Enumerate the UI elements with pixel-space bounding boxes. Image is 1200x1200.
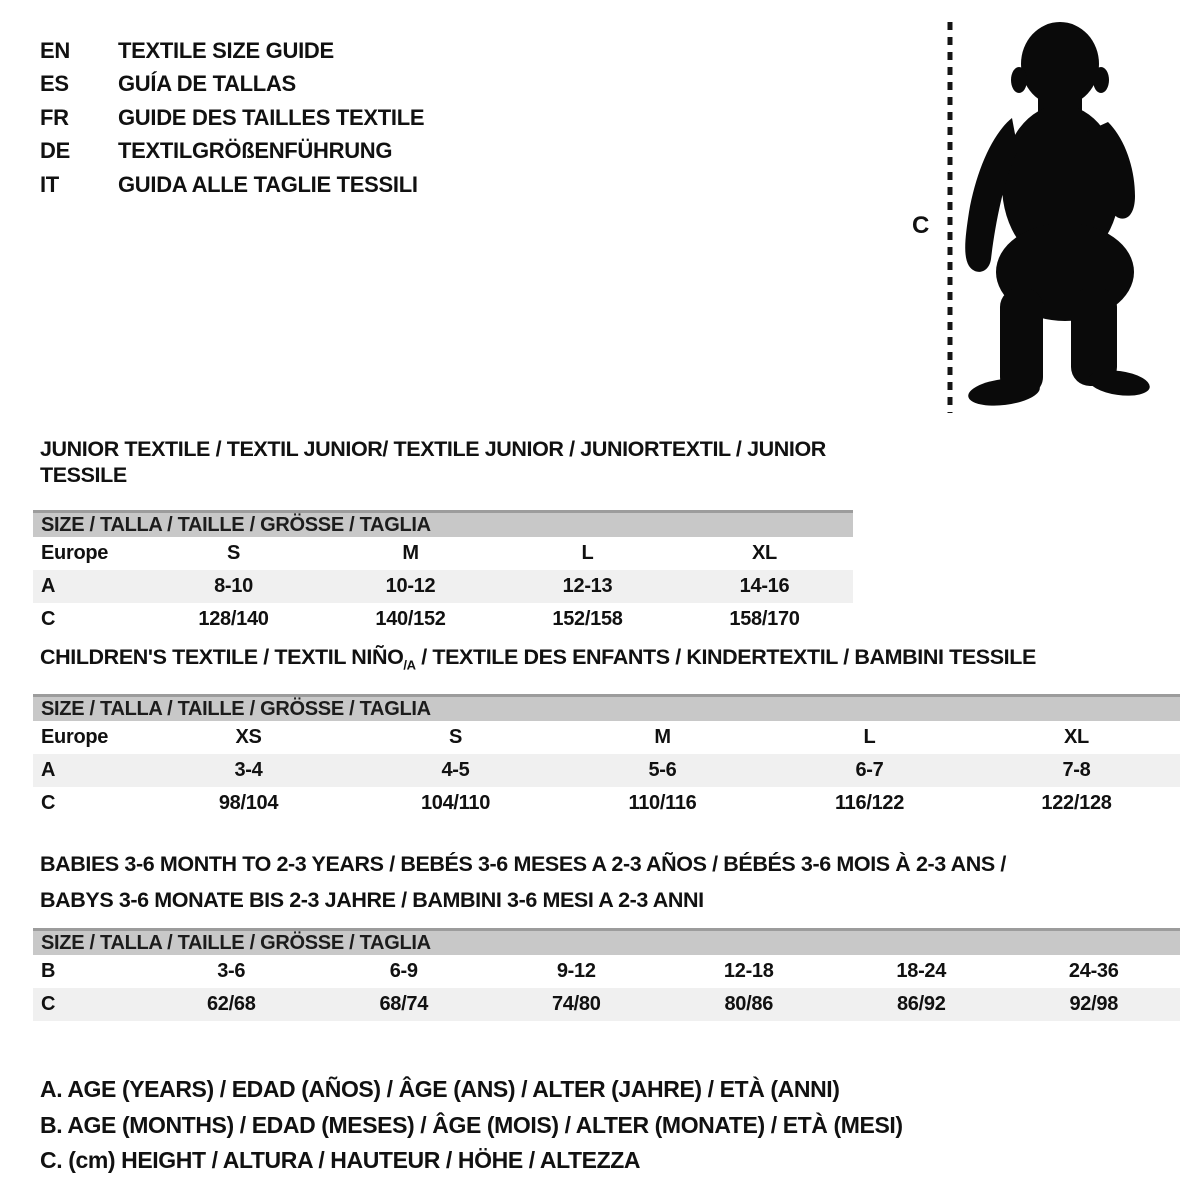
language-code: IT: [40, 171, 59, 197]
row-value: 8-10: [214, 575, 253, 597]
language-row: [40, 135, 424, 169]
row-value: 7-8: [1062, 759, 1091, 781]
row-value: 158/170: [729, 608, 800, 630]
section-title: [40, 846, 1180, 918]
language-code: DE: [40, 138, 70, 164]
height-measure-label: C: [912, 212, 930, 239]
language-title-block: [40, 34, 424, 202]
title-text: / TEXTILE DES ENFANTS / KINDERTEXTIL / BAMBINI TESSILE: [415, 645, 1036, 669]
section-title-line: [40, 846, 1180, 882]
row-label: C: [41, 608, 56, 630]
row-value: 74/80: [551, 993, 601, 1015]
row-value: 24-36: [1068, 960, 1119, 982]
language-title: TEXTILE SIZE GUIDE: [118, 37, 334, 63]
section-babies-textile: [33, 846, 1180, 1021]
size-table: [33, 955, 1180, 1021]
row-value: 80/86: [724, 993, 774, 1015]
row-value: 62/68: [206, 993, 256, 1015]
row-value: XS: [235, 726, 262, 748]
row-value: 98/104: [218, 792, 279, 814]
row-value: 140/152: [375, 608, 446, 630]
table-row-a: [33, 754, 1180, 787]
row-value: 68/74: [379, 993, 429, 1015]
language-title: GUÍA DE TALLAS: [118, 71, 296, 97]
language-title: GUIDE DES TAILLES TEXTILE: [118, 104, 425, 130]
measurement-legend: [40, 1072, 903, 1179]
language-row: [40, 168, 424, 202]
row-value: 4-5: [441, 759, 470, 781]
row-value: 110/116: [628, 792, 697, 814]
language-row: [40, 68, 424, 102]
row-value: 9-12: [556, 960, 596, 982]
size-header-bar: [33, 694, 1180, 721]
size-header-bar: [33, 928, 1180, 955]
row-value: 14-16: [739, 575, 790, 597]
section-title-line: [40, 644, 1180, 673]
row-value: M: [402, 542, 419, 564]
row-value: 12-18: [723, 960, 774, 982]
row-label: A: [41, 759, 56, 781]
row-label: A: [41, 575, 56, 597]
section-title: [40, 436, 853, 488]
section-title: [40, 644, 1180, 673]
title-text: BABYS 3-6 MONATE BIS 2-3 JAHRE / BAMBINI 3-6 MESI A 2-3 ANNI: [40, 888, 704, 912]
baby-height-figure: [900, 10, 1160, 420]
language-row: [40, 101, 424, 135]
language-code: ES: [40, 71, 69, 97]
title-text: CHILDREN'S TEXTILE / TEXTIL NIÑO: [40, 645, 404, 669]
row-label: C: [41, 792, 56, 814]
section-junior-textile: [33, 436, 853, 636]
row-value: 92/98: [1069, 993, 1119, 1015]
row-value: 128/140: [198, 608, 269, 630]
section-childrens-textile: [33, 644, 1180, 820]
row-value: 6-9: [389, 960, 418, 982]
section-title-line: [40, 882, 1180, 918]
title-text: JUNIOR TEXTILE / TEXTIL JUNIOR/ TEXTILE JUNIOR / JUNIORTEXTIL / JUNIOR TESSILE: [40, 437, 826, 487]
row-value: 10-12: [385, 575, 436, 597]
size-header-text: SIZE / TALLA / TAILLE / GRÖSSE / TAGLIA: [41, 513, 431, 536]
row-label: Europe: [41, 542, 109, 564]
row-value: XL: [1064, 726, 1089, 748]
row-value: S: [226, 542, 241, 564]
language-code: EN: [40, 37, 70, 63]
row-value: 3-4: [234, 759, 263, 781]
row-value: L: [863, 726, 876, 748]
language-title: TEXTILGRÖßENFÜHRUNG: [118, 138, 393, 164]
language-row: [40, 34, 424, 68]
row-value: 6-7: [855, 759, 884, 781]
row-value: S: [448, 726, 463, 748]
table-row-c: [33, 988, 1180, 1021]
table-row-c: [33, 787, 1180, 820]
row-value: 104/110: [420, 792, 491, 814]
size-table: [33, 537, 853, 636]
baby-silhouette: [965, 22, 1151, 409]
row-label: Europe: [41, 726, 109, 748]
section-title-line: [40, 436, 853, 488]
size-table: [33, 721, 1180, 820]
row-value: XL: [752, 542, 777, 564]
row-value: 12-13: [562, 575, 613, 597]
row-value: 152/158: [552, 608, 623, 630]
legend-line-c: C. (cm) HEIGHT / ALTURA / HAUTEUR / HÖHE / ALTEZZA: [40, 1147, 641, 1173]
legend-line-a: A. AGE (YEARS) / EDAD (AÑOS) / ÂGE (ANS) / ALTER (JAHRE) / ETÀ (ANNI): [40, 1076, 840, 1102]
language-code: FR: [40, 104, 69, 130]
row-value: 18-24: [896, 960, 947, 982]
title-text: BABIES 3-6 MONTH TO 2-3 YEARS / BEBÉS 3-6 MESES A 2-3 AÑOS / BÉBÉS 3-6 MOIS À 2-3 ANS /: [40, 852, 1006, 876]
baby-silhouette-graphic: [900, 10, 1160, 420]
row-value: 122/128: [1041, 792, 1112, 814]
size-header-text: SIZE / TALLA / TAILLE / GRÖSSE / TAGLIA: [41, 697, 431, 720]
row-value: 3-6: [217, 960, 246, 982]
row-value: 116/122: [834, 792, 905, 814]
title-subscript: /A: [403, 657, 416, 673]
table-row-b: [33, 955, 1180, 988]
row-value: M: [654, 726, 671, 748]
legend-line-b: B. AGE (MONTHS) / EDAD (MESES) / ÂGE (MOIS) / ALTER (MONATE) / ETÀ (MESI): [40, 1111, 903, 1138]
size-header-bar: [33, 510, 853, 537]
table-row-europe: [33, 721, 1180, 754]
row-label: B: [41, 960, 56, 982]
table-row-a: [33, 570, 853, 603]
row-value: 86/92: [896, 993, 946, 1015]
table-row-europe: [33, 537, 853, 570]
size-header-text: SIZE / TALLA / TAILLE / GRÖSSE / TAGLIA: [41, 931, 431, 954]
row-value: L: [581, 542, 594, 564]
row-value: 5-6: [648, 759, 677, 781]
row-label: C: [41, 993, 56, 1015]
language-title: GUIDA ALLE TAGLIE TESSILI: [118, 171, 418, 197]
table-row-c: [33, 603, 853, 636]
